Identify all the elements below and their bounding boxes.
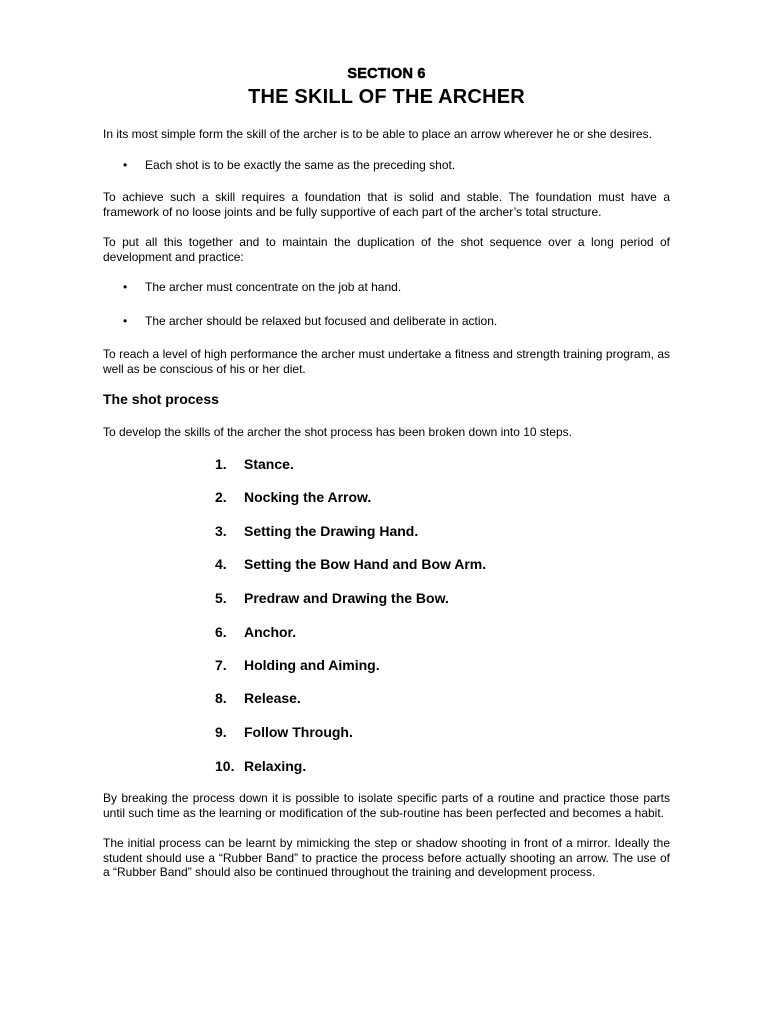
bullet-item: [123, 280, 663, 295]
bullet-item: [123, 158, 663, 173]
bullet-text: The archer must concentrate on the job at hand.: [145, 280, 402, 294]
bullet-text: The archer should be relaxed but focused and deliberate in action.: [145, 314, 498, 328]
section-heading: The shot process: [103, 391, 219, 407]
isolation-paragraph: By breaking the process down it is possible to isolate specific parts of a routine and practice those parts until such time as the learning or modification of the sub-routine has been perfected and becomes a habit.: [103, 791, 670, 820]
bullet-icon: •: [123, 158, 128, 172]
step-item: 6. Anchor.: [215, 624, 297, 640]
rubber-band-paragraph: The initial process can be learnt by mimicking the step or shadow shooting in front of a mirror. Ideally the student should use a “Rubber Band” to practice the process before actually shooting an arrow. The use of a “Rubber Band” should also be continued throughout the training and development process.: [103, 836, 670, 879]
page-title: THE SKILL OF THE ARCHER: [248, 86, 525, 108]
step-item: 9. Follow Through.: [215, 724, 353, 740]
performance-paragraph: To reach a level of high performance the archer must undertake a fitness and strength training program, as well as be conscious of his or her diet.: [103, 347, 670, 376]
step-item: 3. Setting the Drawing Hand.: [215, 523, 419, 539]
intro-paragraph: In its most simple form the skill of the archer is to be able to place an arrow wherever he or she desires.: [103, 127, 652, 141]
bullet-text: Each shot is to be exactly the same as the preceding shot.: [145, 158, 456, 172]
step-item: 4. Setting the Bow Hand and Bow Arm.: [215, 556, 487, 572]
step-item: 10. Relaxing.: [215, 758, 307, 774]
step-item: 7. Holding and Aiming.: [215, 657, 380, 673]
section-label: SECTION 6: [347, 66, 426, 82]
step-item: 8. Release.: [215, 690, 301, 706]
step-item: 2. Nocking the Arrow.: [215, 489, 372, 505]
foundation-paragraph: To achieve such a skill requires a foundation that is solid and stable. The foundation must have a framework of no loose joints and be fully supportive of each part of the archer’s total structure.: [103, 190, 670, 219]
step-item: 5. Predraw and Drawing the Bow.: [215, 590, 449, 606]
step-item: 1. Stance.: [215, 456, 294, 472]
bullet-icon: •: [123, 280, 128, 294]
shot-process-intro: To develop the skills of the archer the shot process has been broken down into 10 steps.: [103, 425, 572, 439]
duplication-paragraph: To put all this together and to maintain the duplication of the shot sequence over a long period of development and practice:: [103, 235, 670, 264]
bullet-item: [123, 314, 663, 329]
bullet-icon: •: [123, 314, 128, 328]
